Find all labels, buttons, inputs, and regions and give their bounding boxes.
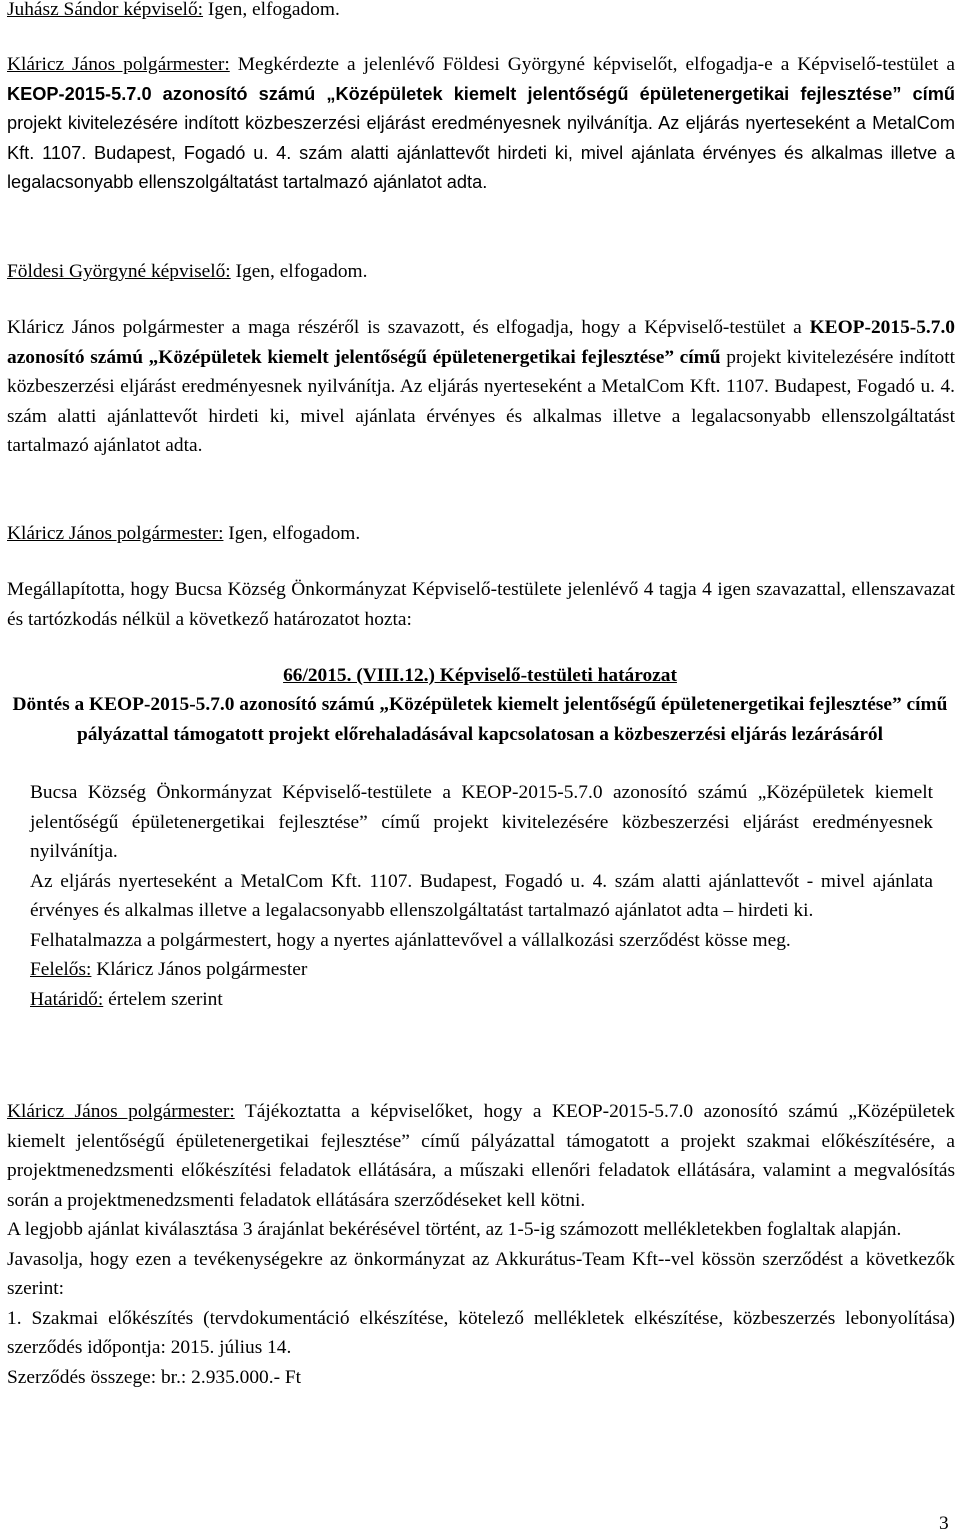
speaker-label: Kláricz János polgármester: bbox=[7, 523, 224, 544]
resolution-number bbox=[0, 661, 960, 691]
briefing-paragraph-4: 1. Szakmai előkészítés (tervdokumentáció elkészítése, kötelező mellékletek elkészítése, közbeszerzés lebonyolítása) szerződés időpontja: 2015. július 14. bbox=[7, 1307, 955, 1358]
resolution-title bbox=[0, 690, 960, 749]
speaker-label: Juhász Sándor képviselő: bbox=[7, 0, 204, 20]
responsible-line bbox=[30, 955, 933, 985]
briefing-paragraph-1 bbox=[7, 1097, 955, 1215]
project-title: KEOP-2015-5.7.0 azonosító számú „Középületek kiemelt jelentőségű épületenergetikai fejlesztése” című bbox=[7, 317, 955, 368]
finding-paragraph bbox=[7, 575, 955, 634]
resolution-body bbox=[30, 778, 933, 1014]
resolution-body-1: Bucsa Község Önkormányzat Képviselő-testülete a KEOP-2015-5.7.0 azonosító számú „Középületek kiemelt jelentőségű épületenergetikai fejlesztése” című projekt kivitelezésére közbeszerzési eljárást eredményesnek nyilvánítja. bbox=[30, 782, 933, 862]
briefing-text: Tájékoztatta a képviselőket, hogy a KEOP-2015-5.7.0 azonosító számú „Középületek kiemelt jelentőségű épületenergetikai fejlesztése” című pályázattal támogatott a projekt szakmai előkészítésére, a projektmenedzsmenti előkészítési feladatok ellátására, a műszaki ellenőri feladatok ellátására, valamint a megvalósítás során a projektmenedzsmenti feladatok ellátására szerződéseket kell kötni. bbox=[7, 1101, 955, 1211]
vote-text: Kláricz János polgármester a maga részéről is szavazott, és elfogadja, hogy a Képviselő-testület a bbox=[7, 317, 810, 338]
statement-foldesi bbox=[7, 257, 955, 287]
speaker-label: Kláricz János polgármester: bbox=[7, 54, 230, 75]
statement-text: Igen, elfogadom. bbox=[230, 261, 368, 282]
resolution-body-3: Felhatalmazza a polgármestert, hogy a nyertes ajánlattevővel a vállalkozási szerződést kösse meg. bbox=[30, 929, 791, 951]
question-text-continued: projekt kivitelezésére indított közbeszerzési eljárást eredményesnek nyilvánítja. Az eljárás nyerteseként a MetalCom Kft. 1107. Budapest, Fogadó u. 4. szám alatti ajánlattevőt hirdeti ki, mivel ajánlata érvényes és alkalmas illetve a legalacsonyabb ellenszolgáltatást tartalmazó ajánlatot adta. bbox=[7, 113, 955, 192]
responsible-label: Felelős: bbox=[30, 959, 92, 980]
briefing-paragraph-3: Javasolja, hogy ezen a tevékenységekre az önkormányzat az Akkurátus-Team Kft--vel kössön szerződést a következők szerint: bbox=[7, 1248, 955, 1299]
deadline-line bbox=[30, 985, 933, 1015]
deadline-label: Határidő: bbox=[30, 988, 104, 1010]
project-title: KEOP-2015-5.7.0 azonosító számú „Középületek kiemelt jelentőségű épületenergetikai fejlesztése” című bbox=[7, 83, 955, 104]
question-text: Megkérdezte a jelenlévő Földesi Györgyné képviselőt, elfogadja-e a Képviselő-testület a bbox=[229, 54, 955, 75]
question-paragraph bbox=[7, 50, 955, 198]
page-number: 3 bbox=[939, 1513, 949, 1534]
briefing-paragraph-2: A legjobb ajánlat kiválasztása 3 árajánlat bekérésével történt, az 1-5-ig számozott mellékletekben foglaltak alapján. bbox=[7, 1219, 902, 1240]
speaker-label: Kláricz János polgármester: bbox=[7, 1101, 235, 1122]
statement-juhasz bbox=[7, 0, 955, 25]
resolution-body-2: Az eljárás nyerteseként a MetalCom Kft. 1107. Budapest, Fogadó u. 4. szám alatti ajánlattevőt - mivel ajánlata érvényes és alkalmas illetve a legalacsonyabb ellenszolgáltatást tartalmazó ajánlatot adta – hirdeti ki. bbox=[30, 870, 933, 921]
resolution-number-text: 66/2015. (VIII.12.) Képviselő-testületi határozat bbox=[283, 665, 677, 686]
vote-text-continued: projekt kivitelezésére indított közbeszerzési eljárást eredményesnek nyilvánítja. Az eljárás nyerteseként a MetalCom Kft. 1107. Budapest, Fogadó u. 4. szám alatti ajánlattevőt hirdeti ki, mivel ajánlata érvényes és alkalmas illetve a legalacsonyabb ellenszolgáltatást tartalmazó ajánlatot adta. bbox=[7, 346, 956, 456]
finding-text: Megállapította, hogy Bucsa Község Önkormányzat Képviselő-testülete jelenlévő 4 tagja 4 igen szavazattal, ellenszavazat és tartózkodás nélkül a következő határozatot hozta: bbox=[7, 579, 955, 630]
mayor-briefing bbox=[7, 1097, 955, 1392]
responsible-value: Kláricz János polgármester bbox=[91, 959, 308, 980]
statement-text: Igen, elfogadom. bbox=[203, 0, 340, 20]
mayor-vote-paragraph bbox=[7, 313, 955, 461]
speaker-label: Földesi Györgyné képviselő: bbox=[7, 261, 231, 282]
statement-mayor bbox=[7, 519, 955, 549]
briefing-paragraph-5: Szerződés összege: br.: 2.935.000.- Ft bbox=[7, 1366, 302, 1388]
deadline-value: értelem szerint bbox=[103, 988, 223, 1010]
statement-text: Igen, elfogadom. bbox=[223, 523, 361, 544]
resolution-title-text: Döntés a KEOP-2015-5.7.0 azonosító számú „Középületek kiemelt jelentőségű épületenergetikai fejlesztése” című pályázattal támogatott projekt előrehaladásával kapcsolatosan a közbeszerzési eljárás lezárásáról bbox=[12, 694, 948, 745]
